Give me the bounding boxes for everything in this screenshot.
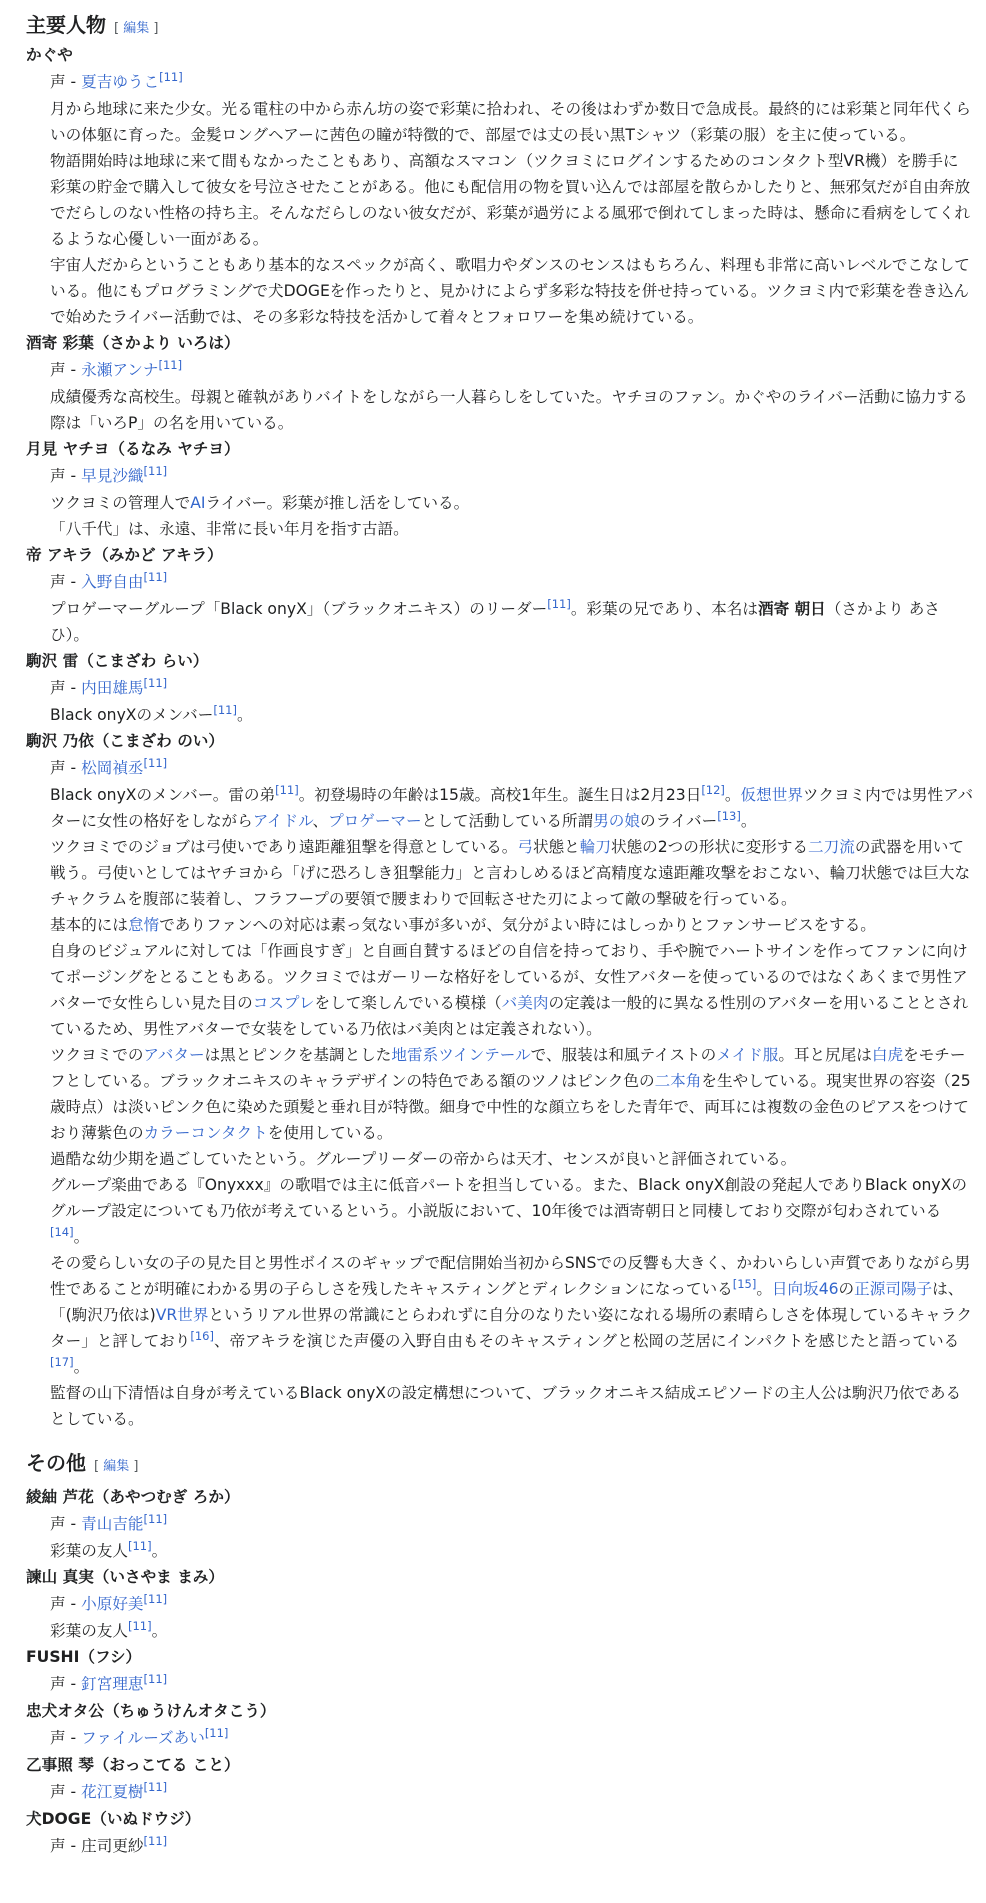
inline-link[interactable]: 二刀流 bbox=[808, 838, 855, 856]
text-span: ツクヨミでのジョブは弓使いであり遠距離狙撃を得意としている。 bbox=[50, 838, 518, 856]
text-span: グループ楽曲である『Onyxxx』の歌唱では主に低音パートを担当している。また、Black onyX創設の発起人でありBlack onyXのグループ設定についても乃依が考えているという。小説版において、10年後では酒寄朝日と同棲しており交際が匂わされている bbox=[50, 1176, 967, 1220]
voice-actor-line bbox=[50, 755, 974, 782]
voice-actor-link[interactable]: 青山吉能 bbox=[81, 1515, 144, 1533]
voice-actor-link[interactable]: 釘宮理恵 bbox=[81, 1675, 144, 1693]
inline-link[interactable]: 輪刀 bbox=[579, 838, 611, 856]
edit-link-other[interactable]: 編集 bbox=[103, 1459, 130, 1474]
inline-link[interactable]: 仮想世界 bbox=[740, 786, 803, 804]
text-span: 。 bbox=[724, 786, 741, 804]
inline-link[interactable]: コスプレ bbox=[252, 994, 315, 1012]
voice-actor-link[interactable]: 永瀬アンナ bbox=[81, 361, 159, 379]
section-other-title: その他 bbox=[26, 1451, 86, 1475]
voice-actor-line bbox=[50, 463, 974, 490]
reference-link[interactable]: [15] bbox=[732, 1277, 757, 1291]
text-span: というリアル世界の常識にとらわれずに自分のなりたい姿になれる場所の素晴らしさを体現しているキャラクター」と評しており bbox=[50, 1306, 972, 1350]
text-span: Black onyXのメンバー bbox=[50, 706, 214, 724]
text-span: を使用している。 bbox=[267, 1124, 393, 1142]
character-name: 綾紬 芦花（あやつむぎ ろか） bbox=[26, 1488, 240, 1506]
inline-link[interactable]: メイド服 bbox=[716, 1046, 779, 1064]
real-name: 酒寄 朝日 bbox=[757, 600, 826, 618]
text-span: 状態と bbox=[532, 838, 580, 856]
text-span: 彩葉の友人 bbox=[50, 1542, 128, 1560]
inline-link[interactable]: プロゲーマー bbox=[328, 812, 422, 830]
text-span: の武器を用いて戦う。弓使いとしてはヤチヨから「げに恐ろしき狙撃能力」と言わしめるほど高精度な遠距離攻撃をおこない、輪刀状態では巨大なチャクラムを腹部に装着し、フラフープの要領で腰まわりで回転させた刃によって敵の撃破を行っている。 bbox=[50, 838, 971, 908]
edit-link-main[interactable]: 編集 bbox=[123, 21, 150, 36]
character-name: 酒寄 彩葉（さかより いろは） bbox=[26, 334, 240, 352]
voice-actor-link[interactable]: 入野自由 bbox=[81, 573, 144, 591]
text-span: ライバー。彩葉が推し活をしている。 bbox=[205, 494, 470, 512]
voice-actor-name: 庄司更紗 bbox=[81, 1837, 144, 1855]
text-span: 。 bbox=[151, 1622, 168, 1640]
text-span: で、服装は和風テイストの bbox=[530, 1046, 717, 1064]
voice-actor-line bbox=[50, 1833, 974, 1860]
voice-actor-link[interactable]: 夏吉ゆうこ bbox=[81, 73, 160, 91]
voice-prefix: 声 - bbox=[50, 759, 82, 777]
section-edit: [ 編集 ] bbox=[94, 1459, 139, 1474]
character-description: 物語開始時は地球に来て間もなかったこともあり、高額なスマコン（ツクヨミにログインするためのコンタクト型VR機）を勝手に彩葉の貯金で購入して彼女を号泣させたことがある。他にも配信用の物を買い込んでは部屋を散らかしたりと、無邪気だが自由奔放でだらしのない性格の持ち主。そんなだらしのない彼女だが、彩葉が過労による風邪で倒れてしまった時は、懸命に看病をしてくれるような心優しい一面がある。 bbox=[50, 152, 971, 248]
character-description bbox=[50, 782, 974, 834]
reference-link[interactable]: [11] bbox=[143, 570, 168, 584]
character-description: 月から地球に来た少女。光る電柱の中から赤ん坊の姿で彩葉に拾われ、その後はわずか数日で急成長。最終的には彩葉と同年代くらいの体躯に育った。金髪ロングヘアーに茜色の瞳が特徴的で、部屋では丈の長い黒Tシャツ（彩葉の服）を主に使っている。 bbox=[50, 100, 971, 144]
text-span: 。 bbox=[151, 1542, 168, 1560]
text-span: を生やしている。現実世界の容姿（25歳時点）は淡いピンク色に染めた頭髪と垂れ目が特徴。細身で中性的な顔立ちをした青年で、両耳には複数の金色のピアスをつけており薄紫色の bbox=[50, 1072, 971, 1142]
text-span: のライバー bbox=[640, 812, 718, 830]
text-span: 自身のビジュアルに対しては「作画良すぎ」と自画自賛するほどの自信を持っており、手や腕でハートサインを作ってファンに向けてポージングをとることもある。ツクヨミではガーリーな格好をしているが、女性アバターを使っているのではなくあくまで男性アバターで女性らしい見た目の bbox=[50, 942, 968, 1012]
section-other-heading bbox=[26, 1446, 974, 1484]
voice-prefix: 声 - bbox=[50, 1729, 82, 1747]
voice-prefix: 声 - bbox=[50, 573, 82, 591]
reference-link[interactable]: [11] bbox=[143, 1834, 168, 1848]
reference-link[interactable]: [11] bbox=[143, 1592, 168, 1606]
text-span: の bbox=[838, 1280, 855, 1298]
voice-actor-line bbox=[50, 357, 974, 384]
character-description bbox=[50, 490, 974, 516]
character-description bbox=[50, 834, 974, 912]
text-span: 。 bbox=[236, 706, 253, 724]
voice-actor-line bbox=[50, 1591, 974, 1618]
voice-prefix: 声 - bbox=[50, 1595, 82, 1613]
voice-prefix: 声 - bbox=[50, 679, 82, 697]
character-name: FUSHI（フシ） bbox=[26, 1648, 142, 1666]
voice-prefix: 声 - bbox=[50, 467, 82, 485]
inline-link[interactable]: AI bbox=[190, 494, 206, 512]
inline-link[interactable]: カラーコンタクト bbox=[143, 1124, 268, 1142]
character-name: 駒沢 雷（こまざわ らい） bbox=[26, 652, 209, 670]
text-span: ツクヨミでの bbox=[50, 1046, 144, 1064]
reference-link[interactable]: [11] bbox=[143, 1780, 168, 1794]
text-span: は、「(駒沢乃依は) bbox=[50, 1280, 964, 1324]
text-span: プロゲーマーグループ「Black onyX」（ブラックオニキス）のリーダー bbox=[50, 600, 548, 618]
character-description: 宇宙人だからということもあり基本的なスペックが高く、歌唱力やダンスのセンスはもちろん、料理も非常に高いレベルでこなしている。他にもプログラミングで犬DOGEを作ったりと、見かけによらず多彩な特技を併せ持っている。ツクヨミ内で彩葉を巻き込んで始めたライバー活動では、その多彩な特技を活かして着々とフォロワーを集め続けている。 bbox=[50, 256, 970, 326]
voice-actor-line bbox=[50, 1671, 974, 1698]
text-span: （さかより あさひ）。 bbox=[50, 600, 940, 644]
text-span: ツクヨミの管理人で bbox=[50, 494, 191, 512]
voice-prefix: 声 - bbox=[50, 1783, 82, 1801]
reference-link[interactable]: [11] bbox=[158, 358, 183, 372]
reference-link[interactable]: [11] bbox=[127, 1539, 152, 1553]
character-name: 諫山 真実（いさやま まみ） bbox=[26, 1568, 224, 1586]
voice-actor-line bbox=[50, 1779, 974, 1806]
reference-link[interactable]: [11] bbox=[143, 464, 168, 478]
voice-actor-line bbox=[50, 1511, 974, 1538]
voice-prefix: 声 - bbox=[50, 1675, 82, 1693]
voice-prefix: 声 - bbox=[50, 1837, 82, 1855]
inline-link[interactable]: 怠惰 bbox=[127, 916, 160, 934]
character-description: 監督の山下清悟は自身が考えているBlack onyXの設定構想について、ブラックオニキス結成エピソードの主人公は駒沢乃依であるとしている。 bbox=[50, 1384, 962, 1428]
reference-link[interactable]: [11] bbox=[143, 1672, 168, 1686]
character-description: 成績優秀な高校生。母親と確執がありバイトをしながら一人暮らしをしていた。ヤチヨのファン。かぐやのライバー活動に協力する際は「いろP」の名を用いている。 bbox=[50, 388, 968, 432]
voice-actor-line bbox=[50, 1725, 974, 1752]
character-name: 乙事照 琴（おっこてる こと） bbox=[26, 1756, 240, 1774]
inline-link[interactable]: 世界 bbox=[177, 1306, 209, 1324]
voice-prefix: 声 - bbox=[50, 73, 82, 91]
character-description bbox=[50, 1618, 974, 1644]
text-span: 基本的には bbox=[50, 916, 128, 934]
voice-actor-link[interactable]: 早見沙織 bbox=[81, 467, 144, 485]
character-name: 忠犬オタ公（ちゅうけんオタこう） bbox=[26, 1702, 276, 1720]
text-span: は黒とピンクを基調とした bbox=[204, 1046, 392, 1064]
reference-link[interactable]: [14] bbox=[50, 1225, 74, 1239]
text-span: 。 bbox=[73, 1228, 90, 1246]
character-description bbox=[50, 1042, 974, 1146]
reference-link[interactable]: [11] bbox=[275, 783, 299, 797]
text-span: の定義は一般的に異なる性別のアバターを用いることとされているため、男性アバターで女装をしている乃依はバ美肉とは定義されない）。 bbox=[50, 994, 969, 1038]
character-name: かぐや bbox=[26, 46, 73, 64]
text-span: をして楽しんでいる模様（ bbox=[314, 994, 502, 1012]
text-span: 、帝アキラを演じた声優の入野自由もそのキャスティングと松岡の芝居にインパクトを感じたと語っている bbox=[213, 1332, 960, 1350]
text-span: Black onyXのメンバー。雷の弟 bbox=[50, 786, 276, 804]
voice-actor-link[interactable]: ファイルーズあい bbox=[81, 1729, 205, 1747]
reference-link[interactable]: [11] bbox=[143, 1512, 168, 1526]
text-span: 。 bbox=[73, 1358, 90, 1376]
inline-link[interactable]: アバター bbox=[143, 1046, 205, 1064]
text-span: その愛らしい女の子の見た目と男性ボイスのギャップで配信開始当初からSNSでの反響も大きく、かわいらしい声質でありながら男性であることが明確にわかる男の子らしさを残したキャスティングとディレクションになっている bbox=[50, 1254, 971, 1298]
text-span: でありファンへの対応は素っ気ない事が多いが、気分がよい時にはしっかりとファンサービスをする。 bbox=[159, 916, 876, 934]
voice-actor-line bbox=[50, 69, 974, 96]
voice-actor-link[interactable]: 松岡禎丞 bbox=[81, 759, 144, 777]
voice-actor-line bbox=[50, 569, 974, 596]
reference-link[interactable]: [11] bbox=[213, 703, 237, 717]
text-span: 、 bbox=[312, 812, 329, 830]
character-description: 過酷な幼少期を過ごしていたという。グループリーダーの帝からは天才、センスが良いと評価されている。 bbox=[50, 1150, 797, 1168]
reference-link[interactable]: [13] bbox=[717, 809, 741, 823]
text-span: 彩葉の友人 bbox=[50, 1622, 128, 1640]
character-description bbox=[50, 596, 974, 648]
voice-actor-link[interactable]: 小原好美 bbox=[81, 1595, 144, 1613]
section-main-heading bbox=[26, 8, 974, 46]
reference-link[interactable]: [11] bbox=[127, 1619, 152, 1633]
text-span: をモチーフとしている。ブラックオニキスのキャラデザインの特色である額のツノはピンク色の bbox=[50, 1046, 966, 1090]
voice-actor-link[interactable]: 内田雄馬 bbox=[81, 679, 144, 697]
voice-prefix: 声 - bbox=[50, 361, 82, 379]
voice-actor-link[interactable]: 花江夏樹 bbox=[81, 1783, 144, 1801]
character-description bbox=[50, 938, 974, 1042]
inline-link[interactable]: バ美肉 bbox=[501, 994, 549, 1012]
reference-link[interactable]: [11] bbox=[143, 676, 168, 690]
character-list-other bbox=[26, 1484, 974, 1860]
voice-prefix: 声 - bbox=[50, 1515, 82, 1533]
section-edit: [ 編集 ] bbox=[114, 21, 159, 36]
reference-link[interactable]: [16] bbox=[190, 1329, 214, 1343]
character-description bbox=[50, 1538, 974, 1564]
voice-actor-line bbox=[50, 675, 974, 702]
character-list-main bbox=[26, 42, 974, 1432]
section-main-heading-wrap bbox=[26, 0, 974, 42]
character-name: 駒沢 乃依（こまざわ のい） bbox=[26, 732, 224, 750]
text-span: 。耳と尻尾は bbox=[778, 1046, 872, 1064]
reference-link[interactable]: [11] bbox=[547, 597, 571, 611]
reference-link[interactable]: [17] bbox=[50, 1355, 74, 1369]
text-span: として活動している所謂 bbox=[421, 812, 594, 830]
text-span: 。彩葉の兄であり、本名は bbox=[570, 600, 758, 618]
text-span: 。 bbox=[740, 812, 757, 830]
character-description: 「八千代」は、永遠、非常に長い年月を指す古語。 bbox=[50, 520, 409, 538]
inline-link[interactable]: 地雷系 bbox=[391, 1046, 439, 1064]
text-span: ツクヨミ内では男性アバターに女性の格好をしながら bbox=[50, 786, 974, 830]
reference-link[interactable]: [12] bbox=[701, 783, 725, 797]
reference-link[interactable]: [11] bbox=[159, 70, 183, 84]
reference-link[interactable]: [11] bbox=[143, 756, 168, 770]
text-span: 。 bbox=[756, 1280, 772, 1298]
inline-link[interactable]: ツインテール bbox=[438, 1046, 531, 1064]
reference-link[interactable]: [11] bbox=[204, 1726, 229, 1740]
section-other-heading-wrap bbox=[26, 1432, 974, 1484]
inline-link[interactable]: 二本角 bbox=[654, 1072, 702, 1090]
section-main-title: 主要人物 bbox=[26, 13, 106, 37]
character-name: 月見 ヤチヨ（るなみ ヤチヨ） bbox=[26, 440, 240, 458]
inline-link[interactable]: 男の娘 bbox=[593, 812, 640, 830]
character-description bbox=[50, 702, 974, 728]
character-description bbox=[50, 912, 974, 938]
inline-link[interactable]: 正源司陽子 bbox=[854, 1280, 933, 1298]
text-span: 。初登場時の年齢は15歳。高校1年生。誕生日は2月23日 bbox=[298, 786, 702, 804]
character-description bbox=[50, 1172, 974, 1250]
inline-link[interactable]: VR bbox=[155, 1306, 178, 1324]
character-description bbox=[50, 1250, 974, 1380]
inline-link[interactable]: 白虎 bbox=[871, 1046, 904, 1064]
inline-link[interactable]: アイドル bbox=[252, 812, 313, 830]
inline-link[interactable]: 日向坂46 bbox=[771, 1280, 839, 1298]
character-name: 犬DOGE（いぬドウジ） bbox=[26, 1810, 201, 1828]
character-name: 帝 アキラ（みかど アキラ） bbox=[26, 546, 223, 564]
text-span: 状態の2つの形状に変形する bbox=[610, 838, 809, 856]
inline-link[interactable]: 弓 bbox=[517, 838, 533, 856]
